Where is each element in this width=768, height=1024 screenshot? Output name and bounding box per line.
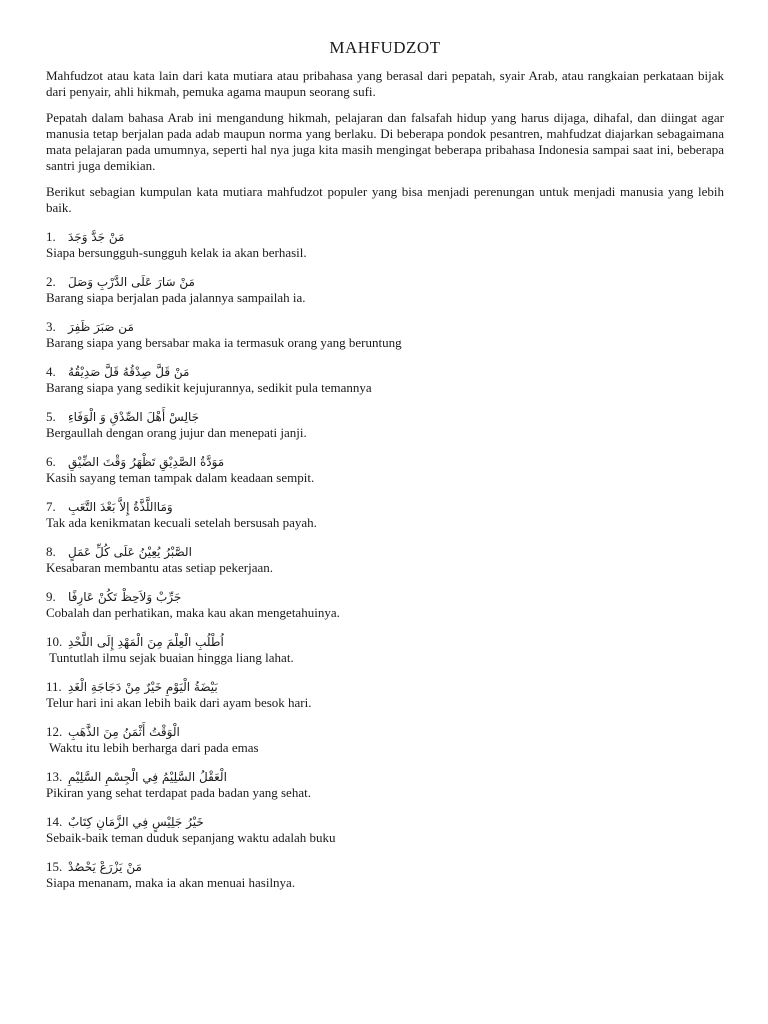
list-item bbox=[46, 768, 724, 801]
proverb-meaning: Tak ada kenikmatan kecuali setelah bersusah payah. bbox=[46, 515, 317, 530]
arabic-proverb: مَن صَبَرَ ظَفِرَ bbox=[68, 320, 134, 334]
arabic-proverb: الصَّبْرُ يُعِيْنُ عَلَى كُلِّ عَمَلٍ bbox=[68, 545, 192, 559]
proverb-meaning: Kesabaran membantu atas setiap pekerjaan. bbox=[46, 560, 274, 575]
proverb-meaning: Barang siapa yang sedikit kejujurannya, sedikit pula temannya bbox=[46, 380, 372, 395]
item-heading bbox=[46, 858, 724, 875]
list-item bbox=[46, 408, 724, 441]
list-item bbox=[46, 363, 724, 396]
proverb-meaning: Waktu itu lebih berharga dari pada emas bbox=[46, 740, 259, 755]
proverb-meaning: Siapa menanam, maka ia akan menuai hasilnya. bbox=[46, 875, 296, 890]
list-item bbox=[46, 543, 724, 576]
item-number: 7. bbox=[46, 499, 56, 514]
proverb-meaning: Bergaullah dengan orang jujur dan menepati janji. bbox=[46, 425, 307, 440]
arabic-proverb: مَنْ جَدَّ وَجَدَ bbox=[68, 230, 125, 244]
item-number: 13. bbox=[46, 769, 63, 784]
list-item bbox=[46, 813, 724, 846]
mahfudzot-list bbox=[46, 228, 724, 891]
item-heading bbox=[46, 543, 724, 560]
item-heading bbox=[46, 408, 724, 425]
arabic-proverb: بَيْضَةُ الْيَوْمِ خَيْرٌ مِنْ دَجَاجَةِ الْغَدِ bbox=[68, 680, 218, 694]
item-heading bbox=[46, 498, 724, 515]
arabic-proverb: جَالِسْ أَهْلَ الصِّدْقِ وَ الْوَفَاءِ bbox=[68, 410, 200, 424]
list-item bbox=[46, 453, 724, 486]
list-item bbox=[46, 723, 724, 756]
list-item bbox=[46, 228, 724, 261]
item-heading bbox=[46, 723, 724, 740]
item-number: 9. bbox=[46, 589, 56, 604]
proverb-meaning: Sebaik-baik teman duduk sepanjang waktu adalah buku bbox=[46, 830, 336, 845]
item-number: 11. bbox=[46, 679, 62, 694]
arabic-proverb: خَيْرُ جَلِيْسٍ فِي الزَّمَانِ كِتَابٌ bbox=[68, 815, 204, 829]
proverb-meaning: Barang siapa berjalan pada jalannya sampailah ia. bbox=[46, 290, 306, 305]
proverb-meaning: Pikiran yang sehat terdapat pada badan yang sehat. bbox=[46, 785, 311, 800]
arabic-proverb: اُطْلُبِ الْعِلْمَ مِنَ الْمَهْدِ إِلَى اللَّحْدِ bbox=[68, 635, 224, 649]
item-heading bbox=[46, 768, 724, 785]
list-item bbox=[46, 678, 724, 711]
proverb-meaning: Tuntutlah ilmu sejak buaian hingga liang lahat. bbox=[46, 650, 294, 665]
item-number: 12. bbox=[46, 724, 63, 739]
item-heading bbox=[46, 588, 724, 605]
list-item bbox=[46, 858, 724, 891]
arabic-proverb: وَمَااللَّذَّةُ إِلاَّ بَعْدَ التَّعَبِ bbox=[68, 500, 173, 514]
list-item bbox=[46, 498, 724, 531]
list-item bbox=[46, 318, 724, 351]
item-number: 14. bbox=[46, 814, 63, 829]
arabic-proverb: الْوَقْتُ أَثْمَنُ مِنَ الذَّهَبِ bbox=[68, 725, 180, 739]
item-number: 2. bbox=[46, 274, 56, 289]
intro-paragraph-1: Mahfudzot atau kata lain dari kata mutiara atau pribahasa yang berasal dari pepatah, syair Arab, atau rangkaian perkataan bijak dari penyair, ahli hikmah, pemuka agama maupun seorang sufi. bbox=[46, 68, 724, 99]
item-number: 5. bbox=[46, 409, 56, 424]
item-heading bbox=[46, 318, 724, 335]
item-number: 15. bbox=[46, 859, 63, 874]
page-title: MAHFUDZOT bbox=[329, 38, 441, 57]
arabic-proverb: مَنْ قَلَّ صِدْقُهُ قَلَّ صَدِيْقُهُ bbox=[68, 365, 190, 379]
proverb-meaning: Cobalah dan perhatikan, maka kau akan mengetahuinya. bbox=[46, 605, 340, 620]
arabic-proverb: جَرِّبْ وَلاَحِظْ تَكُنْ عَارِفًا bbox=[68, 590, 182, 604]
proverb-meaning: Barang siapa yang bersabar maka ia termasuk orang yang beruntung bbox=[46, 335, 402, 350]
intro-paragraph-2: Pepatah dalam bahasa Arab ini mengandung hikmah, pelajaran dan falsafah hidup yang harus dijaga, dihafal, dan diingat agar manusia tetap berjalan pada adab maupun norma yang berlaku. Di beberapa pondok pesantren, mahfudzat diajarkan sebagaimana mata pelajaran pada umumnya, seperti hal nya juga kita masih mengingat beberapa pribahasa Indonesia sampai saat ini, beberapa santri juga demikian. bbox=[46, 110, 724, 173]
item-heading bbox=[46, 633, 724, 650]
proverb-meaning: Telur hari ini akan lebih baik dari ayam besok hari. bbox=[46, 695, 312, 710]
item-number: 3. bbox=[46, 319, 56, 334]
proverb-meaning: Siapa bersungguh-sungguh kelak ia akan berhasil. bbox=[46, 245, 307, 260]
item-number: 4. bbox=[46, 364, 56, 379]
item-number: 8. bbox=[46, 544, 56, 559]
arabic-proverb: مَنْ سَارَ عَلَى الدَّرْبِ وَصَلَ bbox=[68, 275, 195, 289]
proverb-meaning: Kasih sayang teman tampak dalam keadaan sempit. bbox=[46, 470, 315, 485]
item-heading bbox=[46, 273, 724, 290]
item-heading bbox=[46, 228, 724, 245]
arabic-proverb: الْعَقْلُ السَّلِيْمُ فِي الْجِسْمِ السَّلِيْمِ bbox=[68, 770, 227, 784]
item-number: 6. bbox=[46, 454, 56, 469]
arabic-proverb: مَوَدَّةُ الصَّدِيْقِ تَظْهَرُ وَقْتَ الضِّيْقِ bbox=[68, 455, 225, 469]
item-heading bbox=[46, 678, 724, 695]
list-item bbox=[46, 273, 724, 306]
intro-paragraph-3: Berikut sebagian kumpulan kata mutiara mahfudzot populer yang bisa menjadi perenungan untuk menjadi manusia yang lebih baik. bbox=[46, 184, 724, 215]
list-item bbox=[46, 633, 724, 666]
item-heading bbox=[46, 363, 724, 380]
item-heading bbox=[46, 453, 724, 470]
list-item bbox=[46, 588, 724, 621]
item-heading bbox=[46, 813, 724, 830]
item-number: 1. bbox=[46, 229, 56, 244]
item-number: 10. bbox=[46, 634, 63, 649]
arabic-proverb: مَنْ يَزْرَعْ يَحْصُدْ bbox=[68, 860, 142, 874]
